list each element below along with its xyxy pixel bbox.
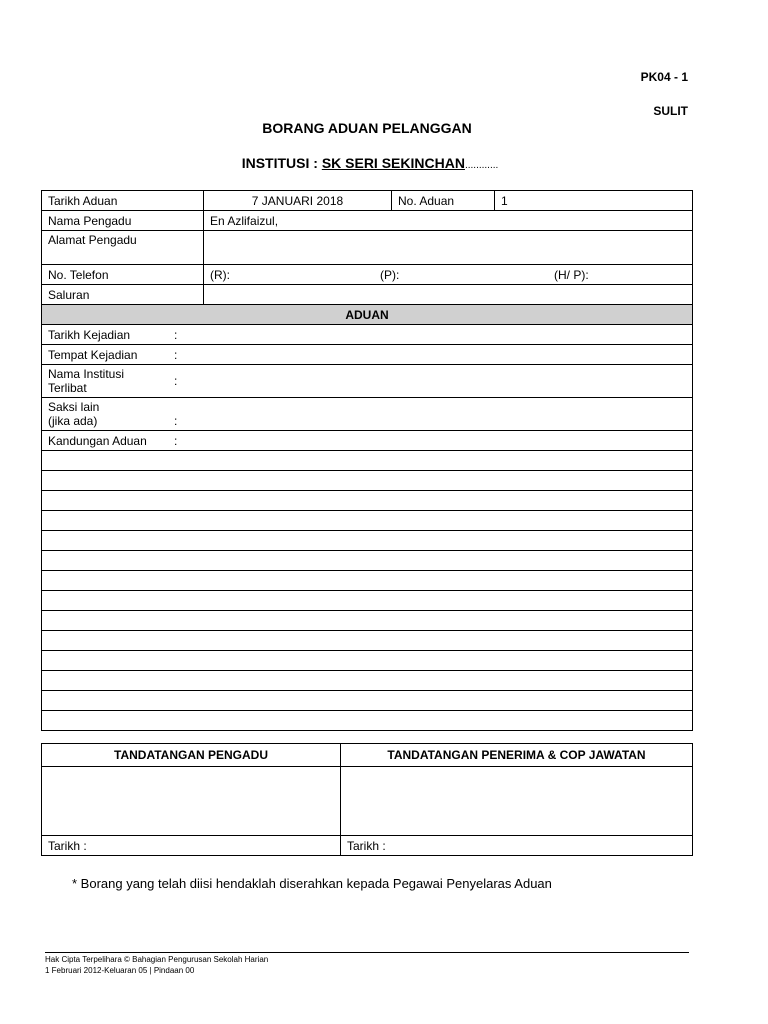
number-label: No. Aduan [392,191,495,211]
signature-header-row [42,744,693,767]
signature-box-row [42,767,693,836]
signature-table [41,743,693,856]
colon: : [174,433,178,448]
address-label: Alamat Pengadu [42,231,204,265]
colon: : [174,414,178,428]
content-line[interactable] [42,711,693,731]
content-line[interactable] [42,491,693,511]
colon: : [174,374,178,388]
date-value[interactable]: 7 JANUARI 2018 [204,191,392,211]
content-line[interactable] [42,631,693,651]
submission-note: * Borang yang telah diisi hendaklah diserahkan kepada Pegawai Penyelaras Aduan [72,876,552,891]
content-line[interactable] [42,691,693,711]
number-value[interactable]: 1 [495,191,693,211]
witness-label: Saksi lain (jika ada) [48,400,100,428]
content-line[interactable] [42,671,693,691]
content-line[interactable] [42,591,693,611]
incident-place-label: Tempat Kejadian [48,347,138,362]
incident-place-row[interactable] [42,345,693,365]
section-row [42,305,693,325]
phone-mobile[interactable]: (H/ P): [554,267,589,282]
name-label: Nama Pengadu [42,211,204,231]
colon: : [174,327,178,342]
phone-label: No. Telefon [42,265,204,285]
content-line[interactable] [42,551,693,571]
institution-value: SK SERI SEKINCHAN [321,155,465,171]
signature-date-row [42,836,693,856]
classification-label: SULIT [653,104,688,118]
channel-label: Saluran [42,285,204,305]
incident-date-row[interactable] [42,325,693,345]
incident-date-label: Tarikh Kejadian [48,327,131,342]
content-line[interactable] [42,511,693,531]
date-row [42,191,693,211]
form-code: PK04 - 1 [640,70,688,84]
content-line[interactable] [42,451,693,471]
complaint-form-table [41,190,693,731]
content-line[interactable] [42,531,693,551]
content-line[interactable] [42,651,693,671]
content-line[interactable] [42,571,693,591]
phone-office[interactable]: (P): [380,267,400,282]
aduan-section-header: ADUAN [42,305,693,325]
content-row[interactable] [42,431,693,451]
receiver-signature-header: TANDATANGAN PENERIMA & COP JAWATAN [341,744,693,767]
colon: : [174,347,178,362]
footer-divider [45,952,689,953]
institution-line [0,155,740,171]
phone-home[interactable]: (R): [210,267,230,282]
complainant-date[interactable]: Tarikh : [42,836,341,856]
form-title: BORANG ADUAN PELANGGAN [262,120,472,136]
content-line[interactable] [42,611,693,631]
institution-involved-row[interactable] [42,365,693,398]
name-row [42,211,693,231]
content-line[interactable] [42,471,693,491]
complainant-signature-box[interactable] [42,767,341,836]
date-label: Tarikh Aduan [42,191,204,211]
address-value[interactable] [204,231,693,265]
channel-row [42,285,693,305]
footer-copyright: Hak Cipta Terpelihara © Bahagian Pengurusan Sekolah Harian [45,955,269,964]
name-value[interactable]: En Azlifaizul, [204,211,693,231]
phone-fields [204,265,693,285]
complainant-signature-header: TANDATANGAN PENGADU [42,744,341,767]
phone-row [42,265,693,285]
channel-value[interactable] [204,285,693,305]
address-row [42,231,693,265]
receiver-signature-box[interactable] [341,767,693,836]
institution-involved-label: Nama Institusi Terlibat [48,367,125,395]
footer-version: 1 Februari 2012-Keluaran 05 | Pindaan 00 [45,966,195,975]
witness-row[interactable] [42,398,693,431]
institution-label: INSTITUSI : [241,155,318,171]
institution-dots: ............ [464,160,499,171]
receiver-date[interactable]: Tarikh : [341,836,693,856]
content-label: Kandungan Aduan [48,433,147,448]
